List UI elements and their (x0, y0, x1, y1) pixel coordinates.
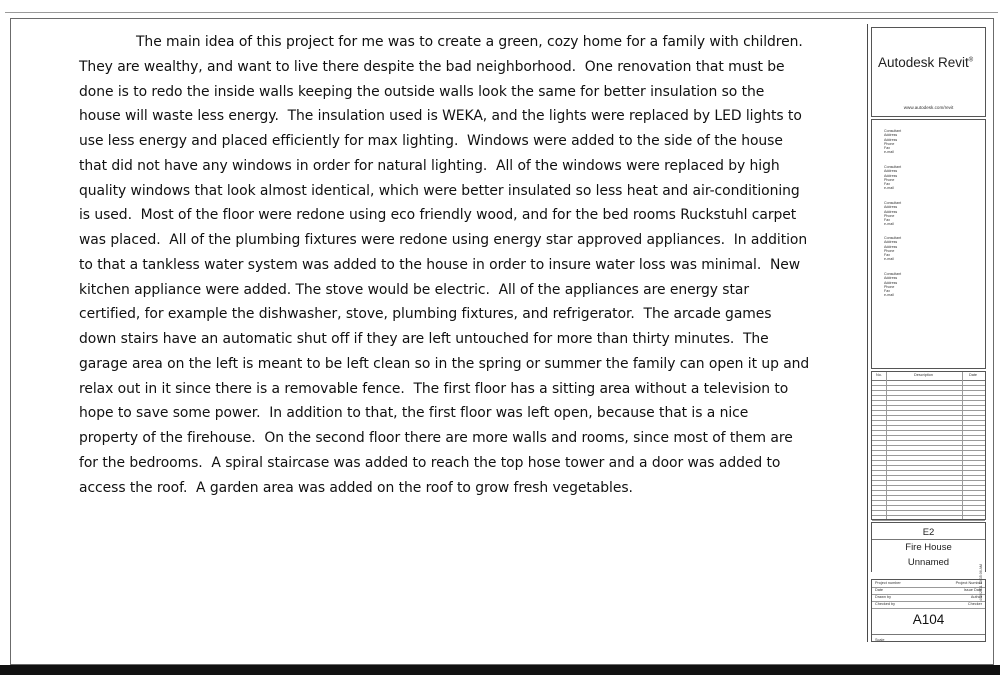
rev-description-header: Description (914, 373, 933, 377)
paragraph-line: property of the firehouse. On the second floor there are more walls and rooms, since most of them are (79, 430, 793, 446)
project-description (79, 30, 865, 500)
sheet-info-panel (871, 579, 986, 642)
paragraph-line: hope to save some power. In addition to that, the first floor was left open, because that is a nice (79, 405, 749, 422)
revision-row-line (872, 415, 985, 416)
paragraph-line: that did not have any windows in order for natural lighting. All of the windows were replaced by high (79, 157, 780, 174)
project-name: Fire House (905, 542, 952, 553)
info-row: Checked by Checker (872, 601, 985, 609)
revision-row-line (872, 425, 985, 426)
revision-row-line (872, 490, 985, 491)
sheet-name-panel (871, 522, 986, 572)
paragraph-line: is used. Most of the floor were redone using eco friendly wood, and for the bed rooms Ruckstuhl carpet (79, 207, 797, 224)
revision-row-line (872, 455, 985, 456)
consultants-panel (871, 119, 986, 369)
revision-row-line (872, 450, 985, 451)
rev-no-header: No. (876, 373, 882, 377)
rev-divider (962, 372, 963, 519)
info-row: Date Issue Date (872, 587, 985, 595)
revision-row-line (872, 420, 985, 421)
paragraph-line: access the roof. A garden area was added on the roof to grow fresh vegetables. (79, 479, 633, 496)
rev-date-header: Date (969, 373, 978, 377)
revision-row-line (872, 500, 985, 501)
consultant-entry: Consultant Address Address Phone Fax e-mail (884, 129, 902, 155)
paragraph-line: for the bedrooms. A spiral staircase was added to reach the top hose tower and a door was added to (79, 454, 781, 471)
info-row: Drawn by Author (872, 594, 985, 602)
paragraph-line: down stairs have an automatic shut off if they are left untouched for more than thirty minutes. The (79, 331, 769, 347)
divider (872, 539, 985, 540)
revision-row-line (872, 430, 985, 431)
revision-header (872, 372, 985, 381)
paragraph-line: certified, for example the dishwasher, stove, plumbing fixtures, and refrigerator. The arcade games (79, 306, 772, 323)
autodesk-revit-logo: Autodesk Revit® (878, 55, 974, 70)
consultant-entry: Consultant Address Address Phone Fax e-mail (884, 201, 902, 227)
revision-row-line (872, 475, 985, 476)
scale-row: Scale (872, 634, 985, 644)
revision-row-line (872, 435, 985, 436)
consultant-entry: Consultant Address Address Phone Fax e-mail (884, 236, 902, 262)
consultant-entry: Consultant Address Address Phone Fax e-mail (884, 165, 902, 191)
revision-row-line (872, 440, 985, 441)
scan-edge (0, 665, 1000, 675)
paragraph-line: relax out in it since there is a removable fence. The first floor has a sitting area without a television to (79, 380, 789, 397)
plot-timestamp: 4/10/2011 10:35:06 AM (979, 564, 983, 601)
paragraph-line: kitchen appliance were added. The stove would be electric. All of the appliances are energy star (79, 281, 750, 298)
sheet-code: E2 (922, 527, 935, 538)
revision-row-line (872, 385, 985, 386)
revision-row-line (872, 495, 985, 496)
sheet-number: A104 (912, 612, 945, 627)
paragraph-line: quality windows that look almost identical, which were better insulated so less heat and air-conditioning (79, 182, 800, 199)
info-row: Project number Project Number (872, 580, 985, 588)
paragraph-line: to that a tankless water system was added to the house in order to insure water loss was minimal. New (79, 256, 801, 273)
consultant-entry: Consultant Address Address Phone Fax e-mail (884, 272, 902, 298)
title-block (867, 24, 990, 642)
revision-row-line (872, 505, 985, 506)
logo-url: www.autodesk.com/revit (903, 105, 954, 110)
paragraph-line: The main idea of this project for me was to create a green, cozy home for a family with children. (136, 34, 803, 50)
paragraph-line: use less energy and placed efficiently for max lighting. Windows were added to the side of the house (79, 133, 783, 149)
revision-row-line (872, 485, 985, 486)
sheet-name: Unnamed (907, 557, 950, 568)
sheet-top-border (5, 12, 998, 13)
paragraph-line: They are wealthy, and want to live there despite the bad neighborhood. One renovation that must be (79, 58, 785, 75)
revision-row-line (872, 405, 985, 406)
paragraph-line: house will waste less energy. The insulation used is WEKA, and the lights were replaced by LED lights to (79, 108, 802, 125)
rev-divider (886, 372, 887, 519)
drawing-sheet (10, 18, 994, 665)
revision-row-line (872, 480, 985, 481)
revision-row-line (872, 410, 985, 411)
revision-row-line (872, 400, 985, 401)
revision-row-line (872, 470, 985, 471)
revision-table (871, 371, 986, 520)
revision-row-line (872, 510, 985, 511)
revision-row-line (872, 520, 985, 521)
revision-row-line (872, 460, 985, 461)
revision-row-line (872, 465, 985, 466)
paragraph-line: garage area on the left is meant to be left clean so in the spring or summer the family can open it up and (79, 355, 810, 372)
paragraph-line: done is to redo the inside walls keeping the outside walls look the same for better insulation so the (79, 83, 765, 100)
revision-row-line (872, 445, 985, 446)
paragraph-line: was placed. All of the plumbing fixtures were redone using energy star approved appliances. In addition (79, 232, 808, 248)
revision-row-line (872, 515, 985, 516)
logo-panel (871, 27, 986, 117)
revision-row-line (872, 390, 985, 391)
revision-row-line (872, 395, 985, 396)
